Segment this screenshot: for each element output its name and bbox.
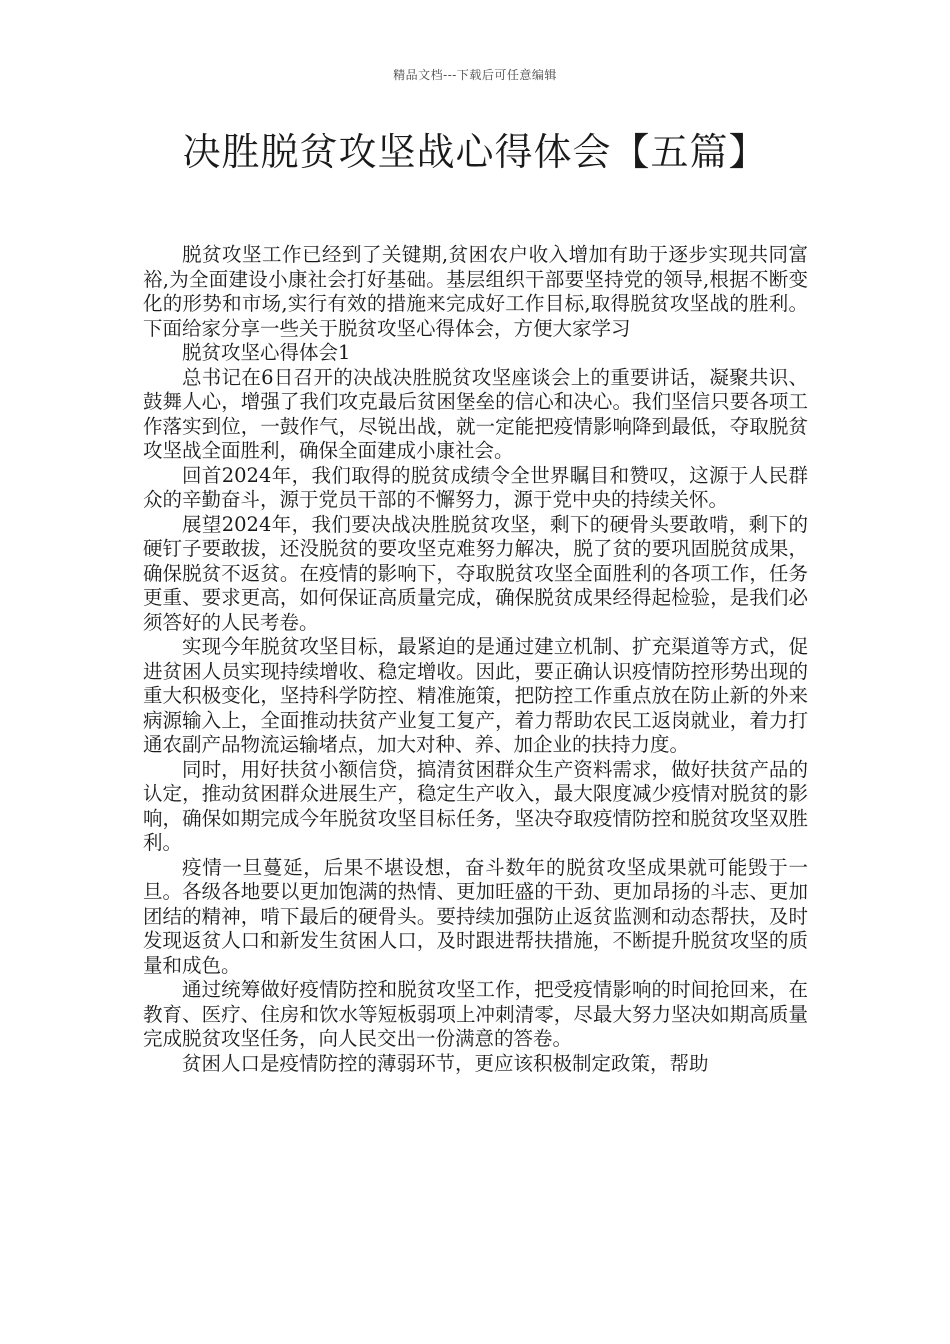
document-body: [143, 243, 808, 1076]
document-title: 决胜脱贫攻坚战心得体会【五篇】: [182, 130, 768, 174]
paragraph: 通过统筹做好疫情防控和脱贫攻坚工作，把受疫情影响的时间抢回来，在教育、医疗、住房和饮水等短板弱项上冲刺清零，尽最大努力坚决如期高质量完成脱贫攻坚任务，向人民交出一份满意的答卷。: [143, 978, 808, 1050]
paragraph: 回首2024年，我们取得的脱贫成绩令全世界瞩目和赞叹，这源于人民群众的辛勤奋斗，源于党员干部的不懈努力，源于党中央的持续关怀。: [143, 463, 808, 511]
paragraph: 总书记在6日召开的决战决胜脱贫攻坚座谈会上的重要讲话，凝聚共识、鼓舞人心，增强了我们攻克最后贫困堡垒的信心和决心。我们坚信只要各项工作落实到位，一鼓作气，尽锐出战，就一定能把疫情影响降到最低，夺取脱贫攻坚战全面胜利，确保全面建成小康社会。: [143, 365, 808, 462]
paragraph: 疫情一旦蔓延，后果不堪设想，奋斗数年的脱贫攻坚成果就可能毁于一旦。各级各地要以更加饱满的热情、更加旺盛的干劲、更加昂扬的斗志、更加团结的精神，啃下最后的硬骨头。要持续加强防止返贫监测和动态帮扶，及时发现返贫人口和新发生贫困人口，及时跟进帮扶措施，不断提升脱贫攻坚的质量和成色。: [143, 855, 808, 977]
paragraph: 同时，用好扶贫小额信贷，搞清贫困群众生产资料需求，做好扶贫产品的认定，推动贫困群众进展生产，稳定生产收入，最大限度减少疫情对脱贫的影响，确保如期完成今年脱贫攻坚目标任务，坚决夺取疫情防控和脱贫攻坚双胜利。: [143, 757, 808, 854]
paragraph: 贫困人口是疫情防控的薄弱环节，更应该积极制定政策，帮助: [182, 1051, 709, 1075]
paragraph: 脱贫攻坚工作已经到了关键期,贫困农户收入增加有助于逐步实现共同富裕,为全面建设小康社会打好基础。基层组织干部要坚持党的领导,根据不断变化的形势和市场,实行有效的措施来完成好工作目标,取得脱贫攻坚战的胜利。下面给家分享一些关于脱贫攻坚心得体会，方便大家学习: [143, 243, 808, 340]
paragraph: 实现今年脱贫攻坚目标，最紧迫的是通过建立机制、扩充渠道等方式，促进贫困人员实现持续增收、稳定增收。因此，要正确认识疫情防控形势出现的重大积极变化，坚持科学防控、精准施策，把防控工作重点放在防止新的外来病源输入上，全面推动扶贫产业复工复产，着力帮助农民工返岗就业，着力打通农副产品物流运输堵点，加大对种、养、加企业的扶持力度。: [143, 635, 808, 756]
paragraph: 展望2024年，我们要决战决胜脱贫攻坚，剩下的硬骨头要敢啃，剩下的硬钉子要敢拔，还没脱贫的要攻坚克难努力解决，脱了贫的要巩固脱贫成果，确保脱贫不返贫。在疫情的影响下，夺取脱贫攻坚全面胜利的各项工作，任务更重、要求更高，如何保证高质量完成，确保脱贫成果经得起检验，是我们必须答好的人民考卷。: [143, 512, 808, 634]
section-heading: 脱贫攻坚心得体会1: [182, 341, 351, 364]
header-note: 精品文档---下载后可任意编辑: [393, 68, 557, 82]
